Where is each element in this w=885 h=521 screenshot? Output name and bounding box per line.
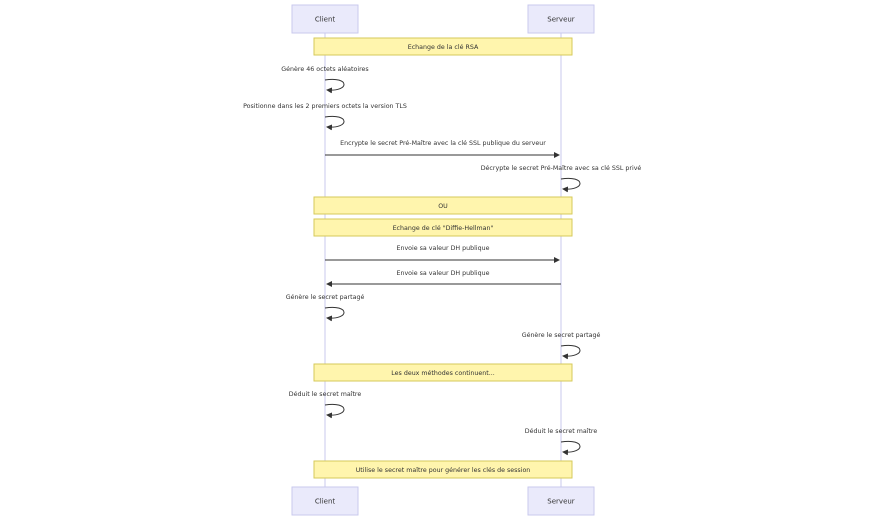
message-tls-version-label: Positionne dans les 2 premiers octets la version TLS	[243, 103, 407, 110]
message-client-shared-secret-label: Génère le secret partagé	[285, 294, 365, 301]
client-actor-bottom-label: Client	[314, 497, 336, 506]
note-continue	[314, 364, 572, 381]
message-decrypt-premaster-arrow	[561, 178, 580, 189]
message-server-master-secret-arrow	[561, 441, 580, 452]
client-actor-top-label: Client	[314, 15, 336, 24]
note-rsa-text: Echange de la clé RSA	[407, 43, 479, 51]
message-server-shared-secret-arrow	[561, 345, 580, 356]
message-server-dh-label: Envoie sa valeur DH publique	[396, 270, 490, 277]
client-actor-bottom	[292, 487, 358, 515]
note-session-keys	[314, 461, 572, 478]
note-rsa	[314, 38, 572, 55]
server-actor-top-label: Serveur	[547, 15, 575, 24]
note-diffie-hellman-text: Echange de clé "Diffie-Hellman"	[392, 224, 494, 232]
note-ou	[314, 197, 572, 214]
message-client-master-secret-label: Déduit le secret maître	[288, 391, 362, 398]
message-client-master-secret-arrow	[325, 404, 344, 415]
server-actor-top	[528, 5, 594, 33]
message-client-shared-secret-arrow	[325, 307, 344, 318]
note-ou-text: OU	[438, 202, 448, 210]
client-actor-top	[292, 5, 358, 33]
message-tls-version-arrow	[325, 116, 344, 127]
message-generate-random-arrow	[325, 79, 344, 90]
message-decrypt-premaster-label: Décrypte le secret Pré-Maître avec sa clé SSL privé	[480, 165, 642, 172]
note-session-keys-text: Utilise le secret maître pour générer les clés de session	[355, 466, 531, 474]
message-client-dh-label: Envoie sa valeur DH publique	[396, 245, 490, 252]
message-generate-random-label: Génère 46 octets aléatoires	[281, 66, 369, 73]
message-server-shared-secret-label: Génère le secret partagé	[521, 332, 601, 339]
server-actor-bottom	[528, 487, 594, 515]
server-actor-bottom-label: Serveur	[547, 497, 575, 506]
note-continue-text: Les deux méthodes continuent...	[391, 369, 495, 377]
message-server-master-secret-label: Déduit le secret maître	[524, 428, 598, 435]
message-encrypt-premaster-label: Encrypte le secret Pré-Maître avec la clé SSL publique du serveur	[340, 140, 546, 147]
note-diffie-hellman	[314, 219, 572, 236]
